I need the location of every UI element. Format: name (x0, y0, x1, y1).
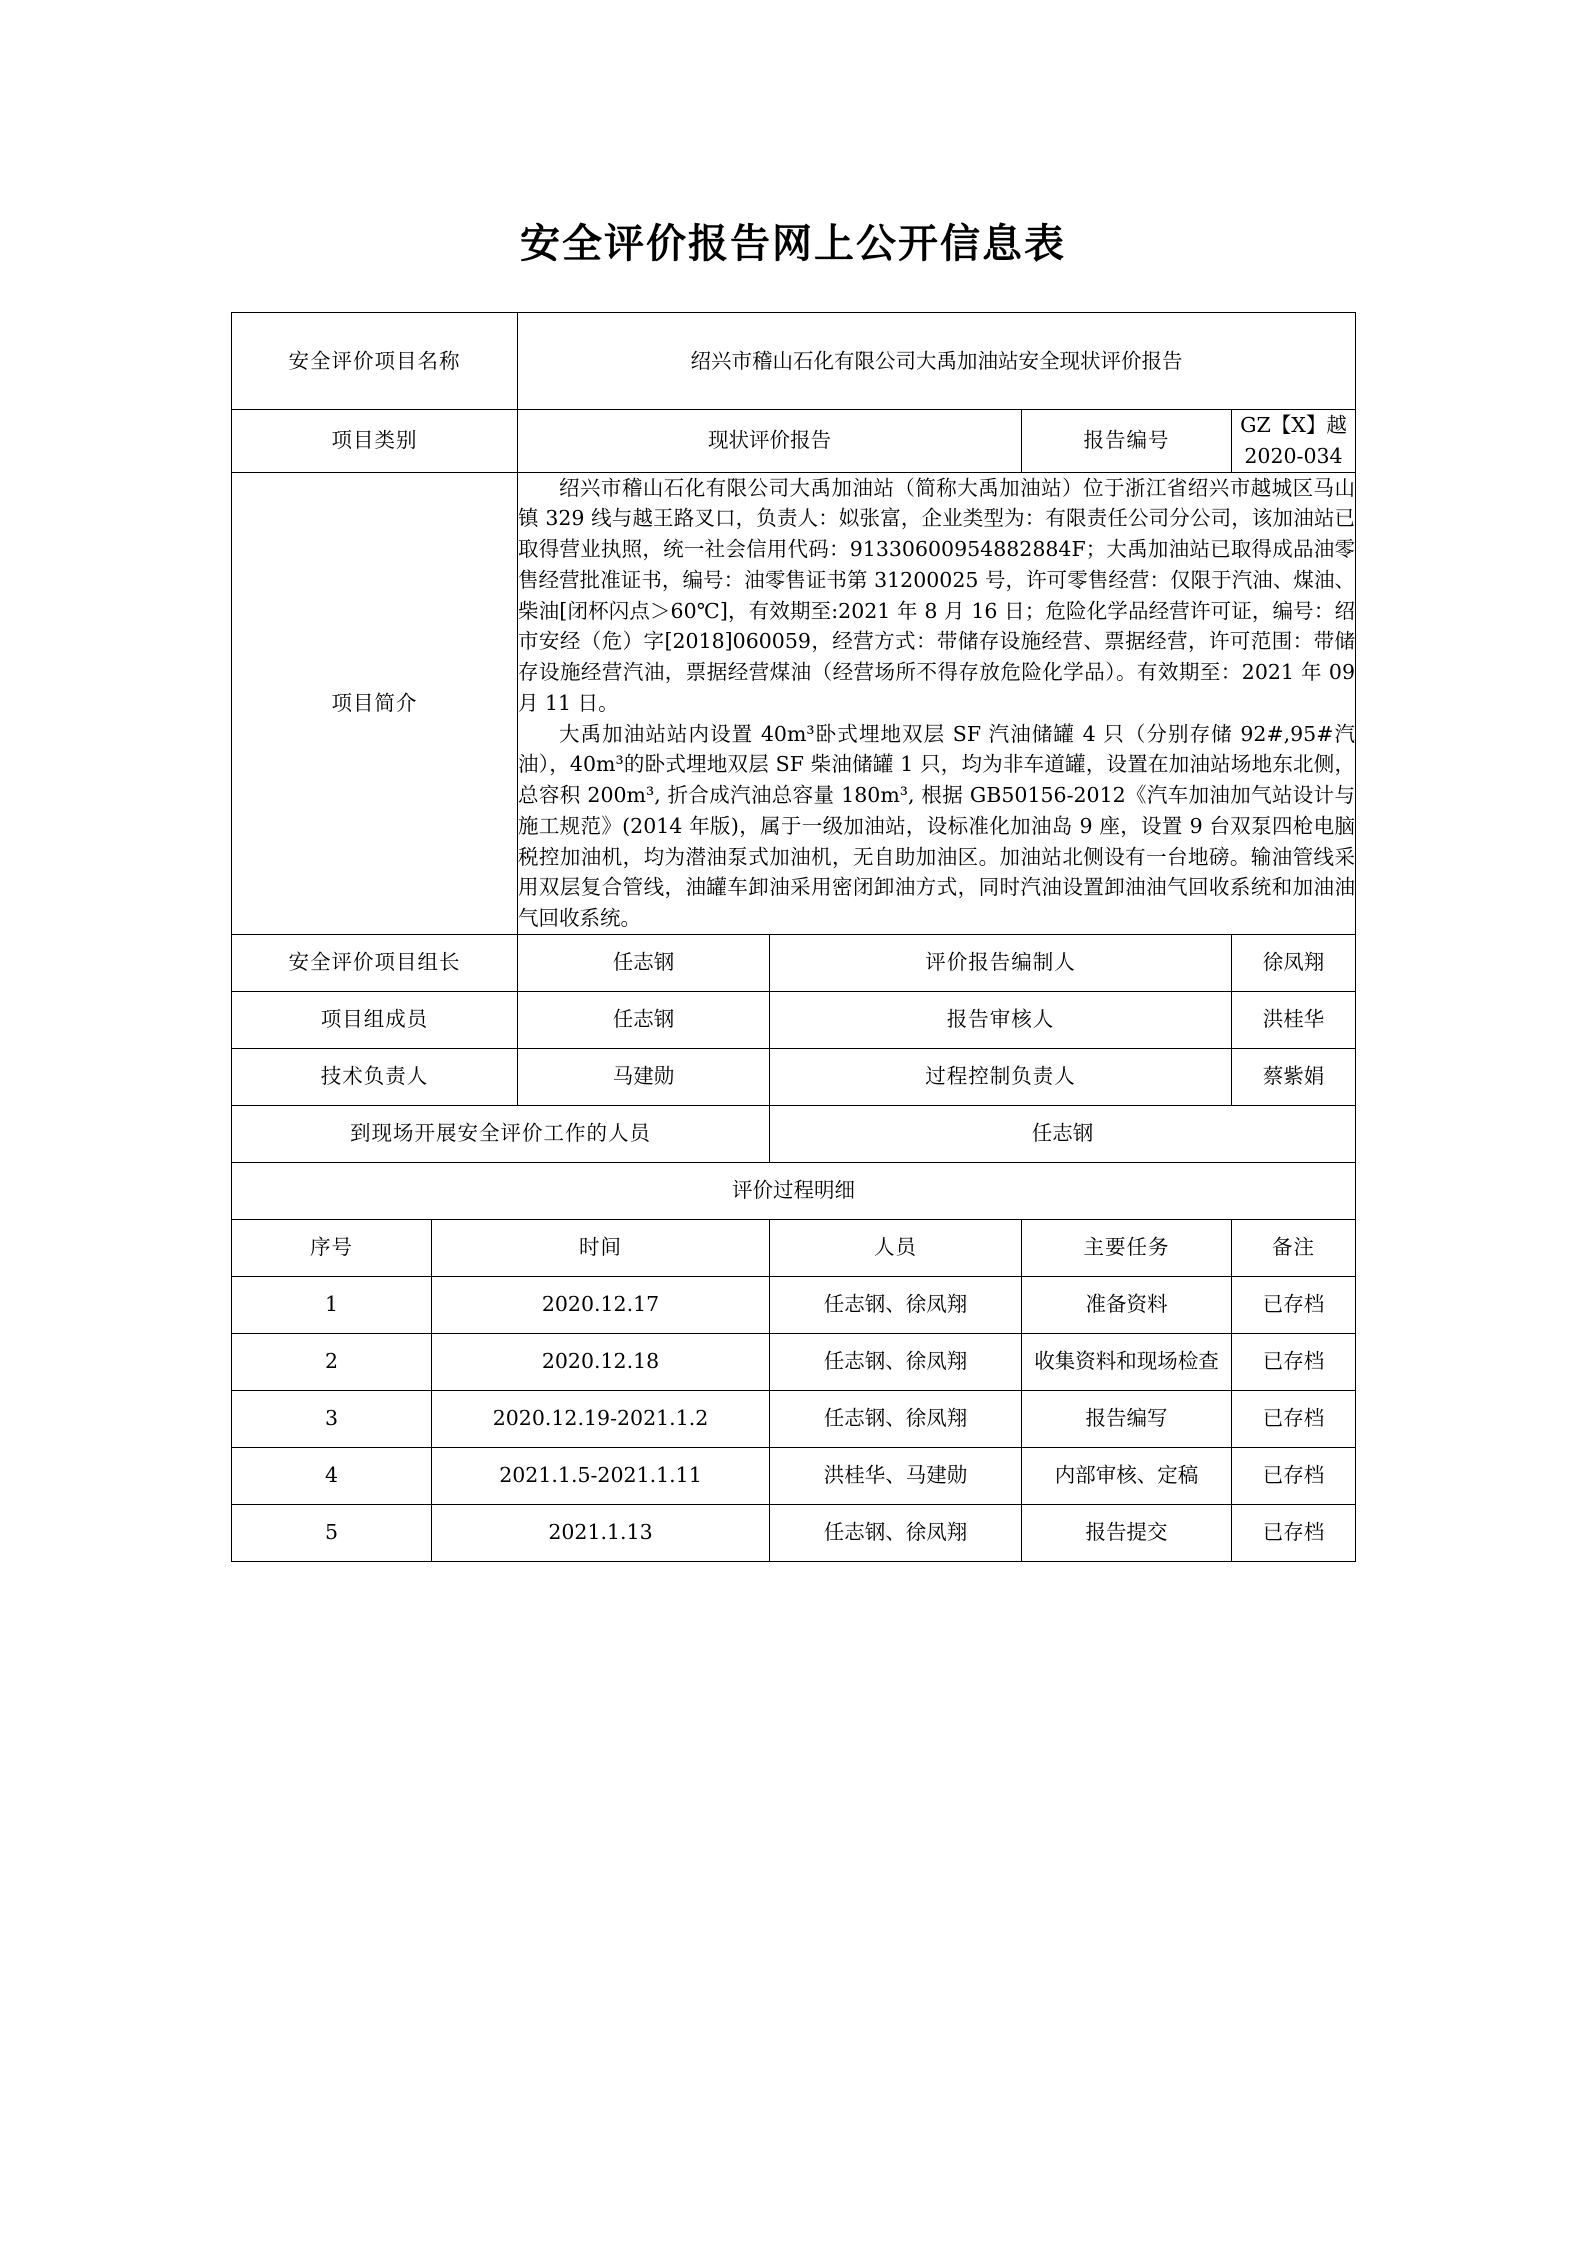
team-leader-label: 安全评价项目组长 (232, 934, 518, 991)
column-header-task: 主要任务 (1022, 1219, 1232, 1276)
project-intro-paragraph-2: 大禹加油站站内设置 40m³卧式埋地双层 SF 汽油储罐 4 只（分别存储 92#,95#汽油），40m³的卧式埋地双层 SF 柴油储罐 1 只，均为非车道罐，设置在加油站场地东北侧，总容积 200m³, 折合成汽油总容量 180m³, 根据 GB50156-2012《汽车加油加气站设计与施工规范》(2014 年版)，属于一级加油站，设标准化加油岛 9 座，设置 9 台双泵四枪电脑税控加油机，均为潜油泵式加油机，无自助加油区。加油站北侧设有一台地磅。输油管线采用双层复合管线，油罐车卸油采用密闭卸油方式，同时汽油设置卸油油气回收系统和加油油气回收系统。 (518, 721, 1355, 930)
onsite-personnel-value: 任志钢 (770, 1105, 1356, 1162)
process-detail-title: 评价过程明细 (232, 1162, 1356, 1219)
report-number-label: 报告编号 (1022, 410, 1232, 473)
project-type-label: 项目类别 (232, 410, 518, 473)
table-row-onsite-personnel (232, 1105, 1356, 1162)
table-row-process-title (232, 1162, 1356, 1219)
process-table-header-row (232, 1219, 1356, 1276)
project-type-value: 现状评价报告 (518, 410, 1022, 473)
process-row-task: 报告提交 (1022, 1504, 1232, 1561)
process-row-note: 已存档 (1232, 1447, 1356, 1504)
project-intro-content (518, 472, 1356, 934)
process-row-no: 4 (232, 1447, 432, 1504)
process-row-task: 准备资料 (1022, 1276, 1232, 1333)
process-control-lead-value: 蔡紫娟 (1232, 1048, 1356, 1105)
table-row (232, 1276, 1356, 1333)
table-row (232, 1333, 1356, 1390)
table-row-personnel (232, 1048, 1356, 1105)
report-author-value: 徐凤翔 (1232, 934, 1356, 991)
onsite-personnel-label: 到现场开展安全评价工作的人员 (232, 1105, 770, 1162)
process-row-time: 2021.1.5-2021.1.11 (432, 1447, 770, 1504)
report-author-label: 评价报告编制人 (770, 934, 1232, 991)
table-row-personnel (232, 991, 1356, 1048)
page-title: 安全评价报告网上公开信息表 (520, 221, 1066, 267)
safety-evaluation-info-table (231, 312, 1356, 1562)
column-header-no: 序号 (232, 1219, 432, 1276)
process-row-people: 任志钢、徐凤翔 (770, 1390, 1022, 1447)
process-row-people: 任志钢、徐凤翔 (770, 1276, 1022, 1333)
process-row-no: 3 (232, 1390, 432, 1447)
process-row-task: 内部审核、定稿 (1022, 1447, 1232, 1504)
process-row-no: 1 (232, 1276, 432, 1333)
process-row-people: 洪桂华、马建勋 (770, 1447, 1022, 1504)
project-intro-paragraph-1: 绍兴市稽山石化有限公司大禹加油站（简称大禹加油站）位于浙江省绍兴市越城区马山镇 329 线与越王路叉口，负责人：姒张富，企业类型为：有限责任公司分公司，该加油站已取得营业执照，统一社会信用代码：91330600954882884F；大禹加油站已取得成品油零售经营批准证书，编号：油零售证书第 31200025 号，许可零售经营：仅限于汽油、煤油、柴油[闭杯闪点＞60℃]，有效期至:2021 年 8 月 16 日；危险化学品经营许可证，编号：绍市安经（危）字[2018]060059，经营方式：带储存设施经营、票据经营，许可范围：带储存设施经营汽油，票据经营煤油（经营场所不得存放危险化学品）。有效期至：2021 年 09 月 11 日。 (518, 475, 1355, 715)
report-reviewer-value: 洪桂华 (1232, 991, 1356, 1048)
process-row-task: 收集资料和现场检查 (1022, 1333, 1232, 1390)
process-row-people: 任志钢、徐凤翔 (770, 1504, 1022, 1561)
process-row-note: 已存档 (1232, 1276, 1356, 1333)
column-header-note: 备注 (1232, 1219, 1356, 1276)
process-row-time: 2020.12.19-2021.1.2 (432, 1390, 770, 1447)
process-row-time: 2021.1.13 (432, 1504, 770, 1561)
table-row-personnel (232, 934, 1356, 991)
technical-lead-label: 技术负责人 (232, 1048, 518, 1105)
project-name-label: 安全评价项目名称 (232, 313, 518, 410)
team-member-value: 任志钢 (518, 991, 770, 1048)
technical-lead-value: 马建勋 (518, 1048, 770, 1105)
project-intro-label: 项目简介 (232, 472, 518, 934)
table-row-project-intro (232, 472, 1356, 934)
process-row-note: 已存档 (1232, 1333, 1356, 1390)
table-row (232, 1390, 1356, 1447)
process-row-time: 2020.12.18 (432, 1333, 770, 1390)
report-number-value: GZ【X】越 2020-034 (1232, 410, 1356, 473)
table-row-project-type (232, 410, 1356, 473)
team-member-label: 项目组成员 (232, 991, 518, 1048)
table-row-project-name (232, 313, 1356, 410)
process-row-people: 任志钢、徐凤翔 (770, 1333, 1022, 1390)
table-row (232, 1447, 1356, 1504)
team-leader-value: 任志钢 (518, 934, 770, 991)
process-row-no: 5 (232, 1504, 432, 1561)
column-header-time: 时间 (432, 1219, 770, 1276)
process-row-note: 已存档 (1232, 1390, 1356, 1447)
process-row-no: 2 (232, 1333, 432, 1390)
process-row-note: 已存档 (1232, 1504, 1356, 1561)
info-table-container (231, 269, 1355, 1562)
process-control-lead-label: 过程控制负责人 (770, 1048, 1232, 1105)
table-row (232, 1504, 1356, 1561)
report-reviewer-label: 报告审核人 (770, 991, 1232, 1048)
process-row-task: 报告编写 (1022, 1390, 1232, 1447)
process-row-time: 2020.12.17 (432, 1276, 770, 1333)
column-header-people: 人员 (770, 1219, 1022, 1276)
project-name-value: 绍兴市稽山石化有限公司大禹加油站安全现状评价报告 (518, 313, 1356, 410)
